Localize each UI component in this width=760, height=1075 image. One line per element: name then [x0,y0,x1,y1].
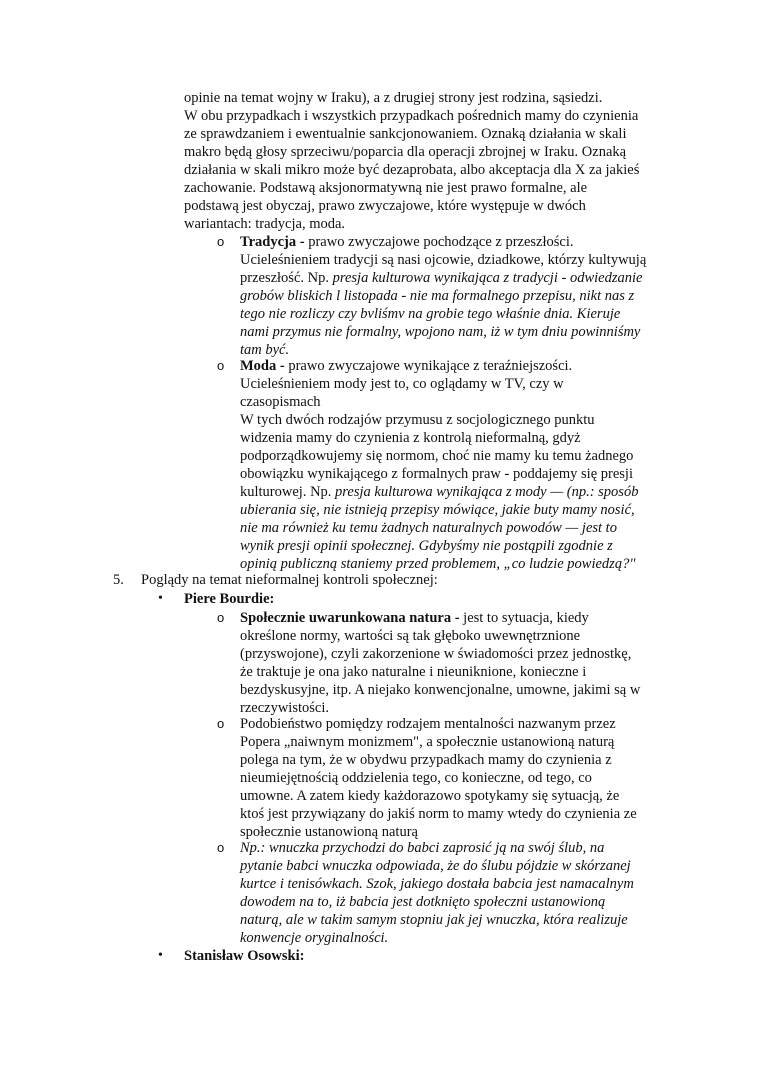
list-item-przyklad: Np.: wnuczka przychodzi do babci zaprosić ją na swój ślub, na pytanie babci wnuczka odpowiada, że do ślubu pójdzie w skórzanej kurtce i tenisówkach. Szok, jakiego dostała babcia jest namacalnym dowodem na to, iż babcia jest dotknięto społeczni ustanowioną naturą, ale w takim samym stopniu jak jej wnuczka, która realizuje konwencje oryginalności. [240,840,634,946]
intro-line: wariantach: tradycja, moda. [184,216,346,232]
term-moda: Moda - [240,358,285,374]
term-natura: Społecznie uwarunkowana natura - [240,610,460,626]
list-item-moda: Moda - prawo zwyczajowe wynikające z teraźniejszości. Ucieleśnieniem mody jest to, co oglądamy w TV, czy w czasopismach W tych dwóch rodzajów przymusu z socjologicznego punktu widzenia mamy do czynienia z kontrolą nieformalną, gdyż podporządkowujemy się normom, choć nie mamy ku temu żadnego obowiązku wynikającego z formalnych praw - poddajemy się presji kulturowej. Np. presja kulturowa wynikająca z mody — (np.: sposób ubierania się, nie istnieją przepisy mówiące, jakie buty mamy nosić, nie ma również ku temu żadnych naturalnych powodów — jest to wynik presji opinii społecznej. Gdybyśmy nie postąpili zgodnie z opinią publiczną staniemy przed problemem, „co ludzie powiedzą?" [240,358,639,572]
intro-line: zachowanie. Podstawą aksjonormatywną nie jest prawo formalne, ale [184,180,588,196]
intro-line: makro będą głosy sprzeciwu/poparcia dla operacji zbrojnej w Iraku. Oznaką [184,144,627,160]
intro-line: W obu przypadkach i wszystkich przypadkach pośrednich mamy do czynienia [184,108,639,124]
bullet-icon: • [158,948,163,963]
circle-bullet-icon: o [217,610,225,625]
list-number: 5. [113,572,124,588]
circle-bullet-icon: o [217,716,225,731]
list-item-tradycja: Tradycja - prawo zwyczajowe pochodzące z przeszłości. Ucieleśnieniem tradycji są nasi ojcowie, dziadkowe, którzy kultywują przeszłość. Np. presja kulturowa wynikająca z tradycji - odwiedzanie grobów bliskich l listopada - nie ma formalnego przepisu, nikt nas z tego nie rozliczy czy bvliśmv na grobie tego właśnie dnia. Kieruje nami przymus nie formalny, wpojono nam, iż w tym dniu powinniśmy tam być. [240,234,647,358]
list-item-natura: Społecznie uwarunkowana natura - jest to sytuacja, kiedy określone normy, wartości są tak głęboko uwewnętrznione (przyswojone), czyli zakorzenione w świadomości przez jednostkę, że traktuje je ona jako naturalne i nieuniknione, konieczne i bezdyskusyjne, itp. A niejako konwencjonalne, umowne, jakimi są w rzeczywistości. [240,610,641,716]
heading-stanislaw-osowski: Stanisław Osowski: [184,948,305,964]
circle-bullet-icon: o [217,358,225,373]
circle-bullet-icon: o [217,234,225,249]
intro-paragraph [184,89,664,233]
intro-line: podstawą jest obyczaj, prawo zwyczajowe, które występuje w dwóch [184,198,586,214]
heading-piere-bourdie: Piere Bourdie: [184,591,275,607]
intro-line: ze sprawdzaniem i ewentualnie sankcjonowaniem. Oznaką działania w skali [184,126,627,142]
intro-line: działania w skali mikro może być dezaprobata, albo akceptacja dla X za jakieś [184,162,640,178]
section-title: Poglądy na temat nieformalnej kontroli społecznej: [141,572,438,588]
term-tradycja: Tradycja - [240,234,305,250]
circle-bullet-icon: o [217,840,225,855]
list-item-podobienstwo: Podobieństwo pomiędzy rodzajem mentalności nazwanym przez Popera „naiwnym monizmem", a społecznie ustanowioną naturą polega na tym, że w obydwu przypadkach mamy do czynienia z nieumiejętnością oddzielenia tego, co konieczne, od tego, co umowne. A zatem kiedy każdorazowo spotykamy się sytuacją, że ktoś jest przywiązany do jakiś norm to mamy wtedy do czynienia ze społecznie ustanowioną naturą [240,716,637,840]
intro-line: opinie na temat wojny w Iraku), a z drugiej strony jest rodzina, sąsiedzi. [184,90,603,106]
bullet-icon: • [158,591,163,606]
